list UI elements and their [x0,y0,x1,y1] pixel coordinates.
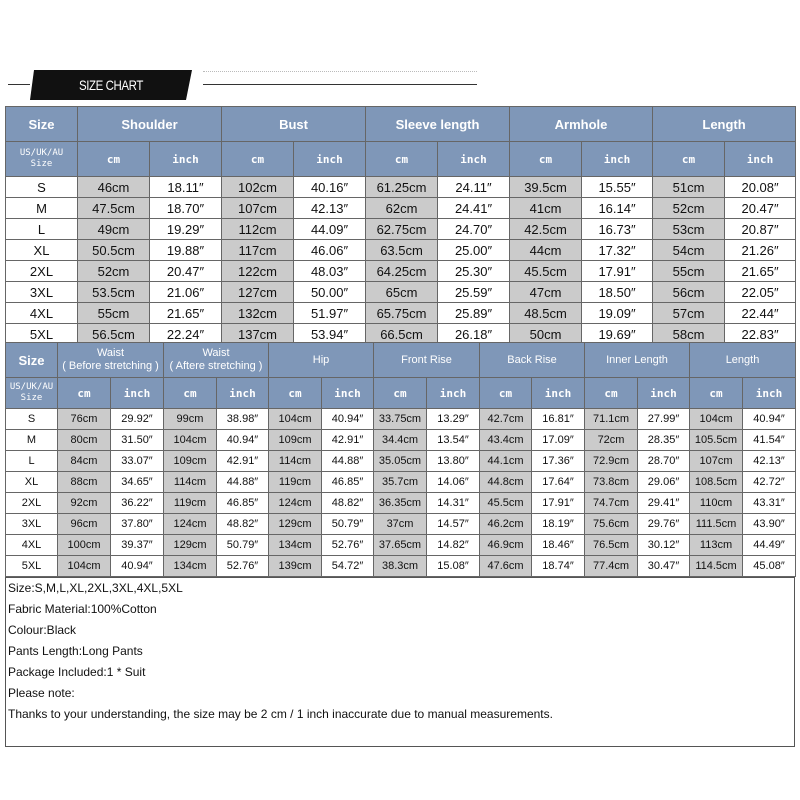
bottom-inch-cell: 40.94″ [743,409,796,430]
top-inch-cell: 16.14″ [582,198,653,219]
top-size-cell: 2XL [6,261,78,282]
top-table-row [6,198,796,219]
top-inch-cell: 20.47″ [725,198,796,219]
top-cm-cell: 61.25cm [366,177,438,198]
top-header-sleeve-length: Sleeve length [366,107,510,142]
bottom-cm-cell: 114cm [164,472,217,493]
top-table-row [6,303,796,324]
bottom-inch-cell: 18.46″ [532,535,585,556]
bottom-table-row [6,514,796,535]
bottom-table-row [6,430,796,451]
top-size-cell: L [6,219,78,240]
top-inch-cell: 18.70″ [150,198,222,219]
top-cm-cell: 58cm [653,324,725,345]
bottom-inch-cell: 44.88″ [322,451,374,472]
bottom-cm-cell: 108.5cm [690,472,743,493]
bottom-size-table [5,342,796,577]
top-cm-cell: 39.5cm [510,177,582,198]
top-table-row [6,261,796,282]
top-header-bust: Bust [222,107,366,142]
bottom-cm-cell: 72cm [585,430,638,451]
top-table-row [6,240,796,261]
title-dotted-line [203,71,477,72]
top-inch-cell: 51.97″ [294,303,366,324]
top-cm-cell: 56.5cm [78,324,150,345]
bottom-inch-cell: 29.06″ [638,472,690,493]
bottom-unit-cm: cm [269,378,322,409]
bottom-inch-cell: 44.49″ [743,535,796,556]
top-inch-cell: 42.13″ [294,198,366,219]
top-unit-cm: cm [78,142,150,177]
note-line: Thanks to your understanding, the size may be 2 cm / 1 inch inaccurate due to manual measurements. [8,707,553,721]
bottom-inch-cell: 34.65″ [111,472,164,493]
top-cm-cell: 64.25cm [366,261,438,282]
bottom-inch-cell: 42.13″ [743,451,796,472]
top-cm-cell: 42.5cm [510,219,582,240]
top-inch-cell: 21.26″ [725,240,796,261]
bottom-inch-cell: 30.47″ [638,556,690,577]
bottom-inch-cell: 17.36″ [532,451,585,472]
bottom-inch-cell: 40.94″ [217,430,269,451]
bottom-cm-cell: 37cm [374,514,427,535]
top-table-row [6,282,796,303]
bottom-cm-cell: 80cm [58,430,111,451]
bottom-cm-cell: 36.35cm [374,493,427,514]
bottom-cm-cell: 124cm [164,514,217,535]
bottom-cm-cell: 44.8cm [480,472,532,493]
bottom-inch-cell: 29.41″ [638,493,690,514]
bottom-inch-cell: 17.91″ [532,493,585,514]
bottom-inch-cell: 46.85″ [217,493,269,514]
note-line: Pants Length:Long Pants [8,644,143,658]
top-cm-cell: 137cm [222,324,294,345]
top-cm-cell: 50cm [510,324,582,345]
bottom-cm-cell: 99cm [164,409,217,430]
bottom-size-cell: S [6,409,58,430]
bottom-table-row [6,556,796,577]
bottom-inch-cell: 14.57″ [427,514,480,535]
top-inch-cell: 22.24″ [150,324,222,345]
top-unit-inch: inch [294,142,366,177]
bottom-cm-cell: 134cm [269,535,322,556]
top-inch-cell: 24.11″ [438,177,510,198]
top-unit-cm: cm [510,142,582,177]
bottom-size-cell: 2XL [6,493,58,514]
size-chart-title-bar [0,0,800,100]
top-unit-inch: inch [150,142,222,177]
bottom-table-row [6,409,796,430]
bottom-inch-cell: 45.08″ [743,556,796,577]
top-cm-cell: 50.5cm [78,240,150,261]
bottom-unit-inch: inch [532,378,585,409]
bottom-table-row [6,535,796,556]
bottom-cm-cell: 77.4cm [585,556,638,577]
top-unit-cm: cm [366,142,438,177]
bottom-inch-cell: 29.92″ [111,409,164,430]
bottom-inch-cell: 18.19″ [532,514,585,535]
top-inch-cell: 21.65″ [725,261,796,282]
bottom-inch-cell: 50.79″ [217,535,269,556]
top-unit-row [6,142,796,177]
top-inch-cell: 16.73″ [582,219,653,240]
bottom-cm-cell: 104cm [164,430,217,451]
bottom-unit-inch: inch [322,378,374,409]
bottom-inch-cell: 48.82″ [322,493,374,514]
top-cm-cell: 132cm [222,303,294,324]
top-inch-cell: 19.88″ [150,240,222,261]
top-table-row [6,177,796,198]
bottom-unit-cm: cm [480,378,532,409]
bottom-size-cell: 3XL [6,514,58,535]
bottom-unit-cm: cm [164,378,217,409]
bottom-unit-cm: cm [585,378,638,409]
bottom-cm-cell: 110cm [690,493,743,514]
bottom-header-inner-length: Inner Length [585,343,690,378]
top-size-cell: S [6,177,78,198]
top-cm-cell: 62.75cm [366,219,438,240]
bottom-cm-cell: 111.5cm [690,514,743,535]
top-inch-cell: 15.55″ [582,177,653,198]
bottom-cm-cell: 33.75cm [374,409,427,430]
bottom-inch-cell: 42.91″ [322,430,374,451]
bottom-inch-cell: 50.79″ [322,514,374,535]
bottom-inch-cell: 14.31″ [427,493,480,514]
bottom-inch-cell: 13.54″ [427,430,480,451]
bottom-cm-cell: 96cm [58,514,111,535]
bottom-cm-cell: 46.9cm [480,535,532,556]
bottom-table-row [6,451,796,472]
bottom-header-back-rise: Back Rise [480,343,585,378]
bottom-inch-cell: 36.22″ [111,493,164,514]
top-inch-cell: 21.65″ [150,303,222,324]
top-unit-inch: inch [438,142,510,177]
bottom-header-waist: Waist ( Before stretching ) [58,343,164,378]
bottom-inch-cell: 40.94″ [322,409,374,430]
bottom-unit-row [6,378,796,409]
top-cm-cell: 47.5cm [78,198,150,219]
top-cm-cell: 127cm [222,282,294,303]
top-cm-cell: 52cm [653,198,725,219]
bottom-cm-cell: 76cm [58,409,111,430]
top-inch-cell: 25.59″ [438,282,510,303]
top-inch-cell: 46.06″ [294,240,366,261]
top-inch-cell: 22.05″ [725,282,796,303]
bottom-cm-cell: 105.5cm [690,430,743,451]
bottom-header-front-rise: Front Rise [374,343,480,378]
top-header-shoulder: Shoulder [78,107,222,142]
bottom-cm-cell: 35.05cm [374,451,427,472]
top-unit-cm: cm [653,142,725,177]
bottom-inch-cell: 28.70″ [638,451,690,472]
bottom-cm-cell: 38.3cm [374,556,427,577]
bottom-inch-cell: 31.50″ [111,430,164,451]
bottom-inch-cell: 44.88″ [217,472,269,493]
bottom-cm-cell: 109cm [269,430,322,451]
top-inch-cell: 21.06″ [150,282,222,303]
top-inch-cell: 17.32″ [582,240,653,261]
bottom-inch-cell: 41.54″ [743,430,796,451]
top-size-cell: 5XL [6,324,78,345]
bottom-cm-cell: 42.7cm [480,409,532,430]
bottom-unit-cm: cm [690,378,743,409]
top-table-row [6,219,796,240]
bottom-cm-cell: 73.8cm [585,472,638,493]
top-inch-cell: 53.94″ [294,324,366,345]
top-header-size: Size [6,107,78,142]
title-divider-right [203,84,477,85]
top-size-cell: M [6,198,78,219]
top-cm-cell: 117cm [222,240,294,261]
top-inch-cell: 25.89″ [438,303,510,324]
top-unit-inch: inch [725,142,796,177]
top-size-cell: XL [6,240,78,261]
top-unit-cm: cm [222,142,294,177]
bottom-header-waist: Waist ( Aftere stretching ) [164,343,269,378]
top-inch-cell: 20.47″ [150,261,222,282]
bottom-inch-cell: 28.35″ [638,430,690,451]
top-size-table [5,106,796,345]
top-size-cell: 3XL [6,282,78,303]
top-cm-cell: 51cm [653,177,725,198]
top-cm-cell: 45.5cm [510,261,582,282]
top-cm-cell: 56cm [653,282,725,303]
top-inch-cell: 26.18″ [438,324,510,345]
top-cm-cell: 44cm [510,240,582,261]
bottom-cm-cell: 71.1cm [585,409,638,430]
bottom-cm-cell: 46.2cm [480,514,532,535]
bottom-cm-cell: 104cm [269,409,322,430]
bottom-header-size: Size [6,343,58,378]
top-inch-cell: 25.30″ [438,261,510,282]
bottom-size-region-label: US/UK/AU Size [6,378,58,409]
note-line: Fabric Material:100%Cotton [8,602,157,616]
bottom-cm-cell: 45.5cm [480,493,532,514]
bottom-size-cell: M [6,430,58,451]
bottom-inch-cell: 42.91″ [217,451,269,472]
top-inch-cell: 25.00″ [438,240,510,261]
bottom-cm-cell: 114.5cm [690,556,743,577]
top-cm-cell: 54cm [653,240,725,261]
bottom-cm-cell: 72.9cm [585,451,638,472]
bottom-inch-cell: 54.72″ [322,556,374,577]
bottom-cm-cell: 92cm [58,493,111,514]
bottom-cm-cell: 35.7cm [374,472,427,493]
bottom-inch-cell: 16.81″ [532,409,585,430]
bottom-size-cell: L [6,451,58,472]
bottom-cm-cell: 129cm [164,535,217,556]
top-header-length: Length [653,107,796,142]
bottom-cm-cell: 75.6cm [585,514,638,535]
top-cm-cell: 41cm [510,198,582,219]
bottom-inch-cell: 37.80″ [111,514,164,535]
bottom-cm-cell: 84cm [58,451,111,472]
bottom-size-cell: 5XL [6,556,58,577]
top-header-armhole: Armhole [510,107,653,142]
bottom-inch-cell: 13.29″ [427,409,480,430]
top-cm-cell: 102cm [222,177,294,198]
top-cm-cell: 48.5cm [510,303,582,324]
top-inch-cell: 50.00″ [294,282,366,303]
bottom-unit-inch: inch [638,378,690,409]
top-inch-cell: 24.41″ [438,198,510,219]
bottom-inch-cell: 46.85″ [322,472,374,493]
top-cm-cell: 122cm [222,261,294,282]
bottom-unit-inch: inch [111,378,164,409]
bottom-inch-cell: 15.08″ [427,556,480,577]
bottom-cm-cell: 119cm [164,493,217,514]
top-cm-cell: 107cm [222,198,294,219]
bottom-inch-cell: 52.76″ [322,535,374,556]
top-inch-cell: 22.83″ [725,324,796,345]
bottom-cm-cell: 129cm [269,514,322,535]
bottom-cm-cell: 34.4cm [374,430,427,451]
top-cm-cell: 62cm [366,198,438,219]
bottom-inch-cell: 42.72″ [743,472,796,493]
bottom-cm-cell: 88cm [58,472,111,493]
bottom-cm-cell: 134cm [164,556,217,577]
note-line: Colour:Black [8,623,77,637]
bottom-inch-cell: 52.76″ [217,556,269,577]
top-inch-cell: 22.44″ [725,303,796,324]
top-cm-cell: 55cm [78,303,150,324]
bottom-inch-cell: 27.99″ [638,409,690,430]
bottom-cm-cell: 37.65cm [374,535,427,556]
bottom-cm-cell: 100cm [58,535,111,556]
top-cm-cell: 52cm [78,261,150,282]
top-cm-cell: 65cm [366,282,438,303]
bottom-inch-cell: 14.06″ [427,472,480,493]
bottom-table-row [6,472,796,493]
bottom-inch-cell: 43.90″ [743,514,796,535]
top-cm-cell: 49cm [78,219,150,240]
bottom-inch-cell: 43.31″ [743,493,796,514]
bottom-inch-cell: 13.80″ [427,451,480,472]
bottom-inch-cell: 14.82″ [427,535,480,556]
bottom-inch-cell: 39.37″ [111,535,164,556]
bottom-cm-cell: 139cm [269,556,322,577]
bottom-cm-cell: 76.5cm [585,535,638,556]
title-divider-left [8,84,30,85]
bottom-size-cell: XL [6,472,58,493]
top-cm-cell: 57cm [653,303,725,324]
bottom-cm-cell: 114cm [269,451,322,472]
top-inch-cell: 19.09″ [582,303,653,324]
bottom-inch-cell: 30.12″ [638,535,690,556]
bottom-header-row [6,343,796,378]
bottom-cm-cell: 74.7cm [585,493,638,514]
size-chart-title: SIZE CHART [79,77,143,93]
bottom-inch-cell: 17.64″ [532,472,585,493]
top-inch-cell: 48.03″ [294,261,366,282]
top-cm-cell: 46cm [78,177,150,198]
bottom-inch-cell: 33.07″ [111,451,164,472]
bottom-unit-cm: cm [374,378,427,409]
bottom-cm-cell: 109cm [164,451,217,472]
bottom-inch-cell: 38.98″ [217,409,269,430]
top-cm-cell: 55cm [653,261,725,282]
bottom-cm-cell: 104cm [690,409,743,430]
bottom-inch-cell: 48.82″ [217,514,269,535]
top-size-region-label: US/UK/AU Size [6,142,78,177]
top-cm-cell: 53cm [653,219,725,240]
bottom-cm-cell: 124cm [269,493,322,514]
bottom-inch-cell: 18.74″ [532,556,585,577]
top-size-cell: 4XL [6,303,78,324]
top-cm-cell: 66.5cm [366,324,438,345]
bottom-header-length: Length [690,343,796,378]
bottom-inch-cell: 40.94″ [111,556,164,577]
bottom-unit-inch: inch [743,378,796,409]
title-tab [30,70,192,100]
top-inch-cell: 18.50″ [582,282,653,303]
bottom-inch-cell: 17.09″ [532,430,585,451]
note-line: Package Included:1 * Suit [8,665,146,679]
bottom-unit-inch: inch [427,378,480,409]
bottom-cm-cell: 119cm [269,472,322,493]
top-inch-cell: 17.91″ [582,261,653,282]
top-cm-cell: 65.75cm [366,303,438,324]
top-inch-cell: 19.29″ [150,219,222,240]
note-line: Please note: [8,686,75,700]
product-notes [5,577,795,747]
top-cm-cell: 63.5cm [366,240,438,261]
top-cm-cell: 112cm [222,219,294,240]
bottom-cm-cell: 113cm [690,535,743,556]
top-inch-cell: 40.16″ [294,177,366,198]
top-inch-cell: 19.69″ [582,324,653,345]
top-header-row [6,107,796,142]
top-unit-inch: inch [582,142,653,177]
bottom-cm-cell: 104cm [58,556,111,577]
bottom-cm-cell: 47.6cm [480,556,532,577]
top-inch-cell: 20.87″ [725,219,796,240]
top-cm-cell: 47cm [510,282,582,303]
bottom-cm-cell: 43.4cm [480,430,532,451]
bottom-cm-cell: 107cm [690,451,743,472]
bottom-table-row [6,493,796,514]
bottom-cm-cell: 44.1cm [480,451,532,472]
top-inch-cell: 44.09″ [294,219,366,240]
top-inch-cell: 20.08″ [725,177,796,198]
top-inch-cell: 18.11″ [150,177,222,198]
bottom-size-cell: 4XL [6,535,58,556]
note-line: Size:S,M,L,XL,2XL,3XL,4XL,5XL [8,581,183,595]
bottom-inch-cell: 29.76″ [638,514,690,535]
bottom-unit-inch: inch [217,378,269,409]
top-cm-cell: 53.5cm [78,282,150,303]
top-inch-cell: 24.70″ [438,219,510,240]
bottom-header-hip: Hip [269,343,374,378]
bottom-unit-cm: cm [58,378,111,409]
